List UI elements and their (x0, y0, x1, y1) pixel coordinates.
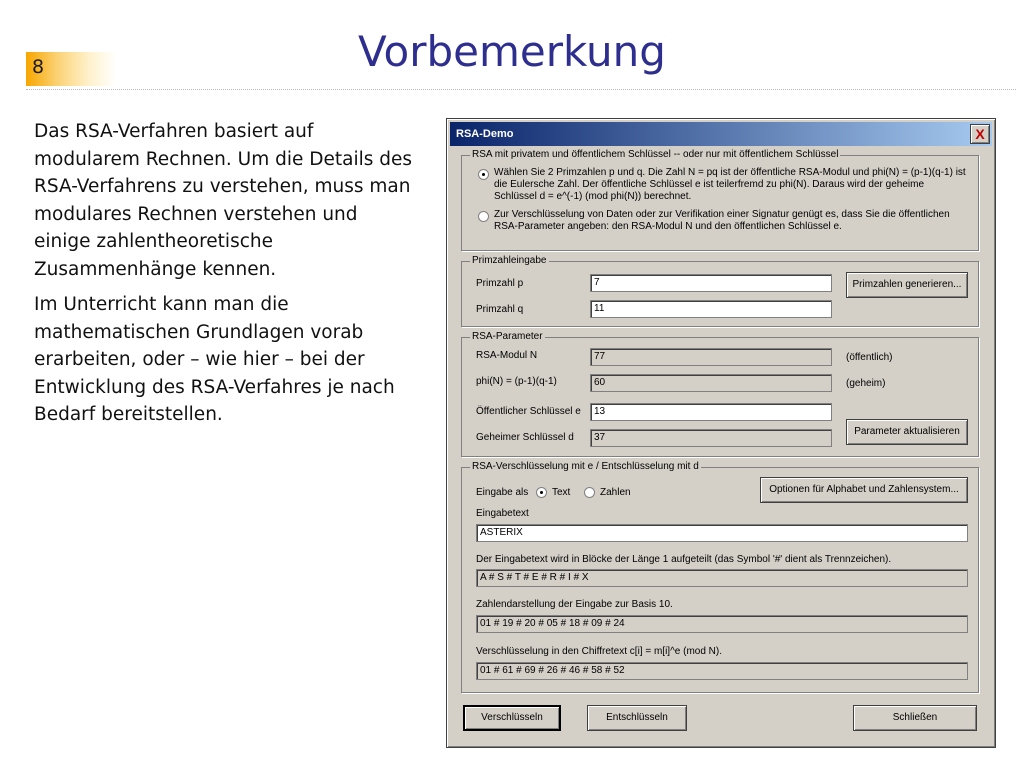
phi-note: (geheim) (846, 378, 886, 389)
prime-group (461, 255, 979, 327)
title-divider (26, 89, 1016, 91)
close-icon[interactable]: X (970, 124, 990, 144)
numeric-label: Zahlendarstellung der Eingabe zur Basis 10. (476, 599, 673, 610)
radio-numbers-label[interactable]: Zahlen (600, 487, 631, 498)
input-text-field[interactable]: ASTERIX (476, 524, 968, 542)
input-text-label: Eingabetext (476, 508, 529, 519)
radio-private-public[interactable] (478, 169, 489, 180)
rsa-demo-dialog (446, 118, 996, 748)
update-parameters-button[interactable]: Parameter aktualisieren (846, 419, 968, 445)
cipher-field: 01 # 61 # 69 # 26 # 46 # 58 # 52 (476, 662, 968, 680)
phi-label: phi(N) = (p-1)(q-1) (476, 376, 557, 387)
radio-numbers[interactable] (584, 487, 595, 498)
dialog-titlebar[interactable] (450, 122, 992, 146)
blocks-field: A # S # T # E # R # I # X (476, 569, 968, 587)
prime-q-input[interactable]: 11 (590, 300, 832, 318)
public-key-label: Öffentlicher Schlüssel e (476, 406, 581, 417)
input-as-label: Eingabe als (476, 487, 529, 498)
option-private-public-text[interactable]: Wählen Sie 2 Primzahlen p und q. Die Zahl N = pq ist der öffentliche RSA-Modul und phi(N) = (p-1)(q-1) ist die Eulersche Zahl. Der öffentliche Schlüssel e ist teilerfremd zu phi(N). Daraus wird der geheime Schlüssel d = e^(-1) (mod phi(N)) berechnet. (494, 167, 966, 202)
modulus-note: (öffentlich) (846, 352, 893, 363)
slide-title: Vorbemerkung (358, 27, 666, 76)
prime-group-legend: Primzahleingabe (472, 255, 547, 266)
prime-p-label: Primzahl p (476, 278, 524, 289)
cipher-label: Verschlüsselung in den Chiffretext c[i] = m[i]^e (mod N). (476, 646, 723, 657)
mode-group (461, 149, 979, 251)
slide-body (34, 118, 414, 437)
modulus-field: 77 (590, 348, 832, 366)
decrypt-button[interactable]: Entschlüsseln (587, 705, 687, 731)
blocks-label: Der Eingabetext wird in Blöcke der Länge 1 aufgeteilt (das Symbol '#' dient als Trennzeichen). (476, 554, 892, 565)
radio-text[interactable] (536, 487, 547, 498)
generate-primes-button[interactable]: Primzahlen generieren... (846, 272, 968, 298)
encryption-group-legend: RSA-Verschlüsselung mit e / Entschlüsselung mit d (472, 461, 699, 472)
numeric-field: 01 # 19 # 20 # 05 # 18 # 09 # 24 (476, 615, 968, 633)
mode-group-legend: RSA mit privatem und öffentlichem Schlüssel -- oder nur mit öffentlichem Schlüssel (472, 149, 839, 160)
private-key-label: Geheimer Schlüssel d (476, 432, 574, 443)
alphabet-options-button[interactable]: Optionen für Alphabet und Zahlensystem... (760, 477, 968, 503)
radio-public-only[interactable] (478, 211, 489, 222)
prime-q-label: Primzahl q (476, 304, 524, 315)
paragraph-1: Das RSA-Verfahren basiert auf modularem Rechnen. Um die Details des RSA-Verfahrens zu verstehen, muss man modulares Rechnen verstehen und einige zahlentheoretische Zusammenhänge kennen. (34, 121, 413, 280)
paragraph-2: Im Unterricht kann man die mathematischen Grundlagen vorab erarbeiten, oder – wie hier – bei der Entwicklung des RSA-Verfahres je nach Bedarf bereitstellen. (34, 294, 395, 425)
encrypt-button[interactable]: Verschlüsseln (463, 705, 561, 731)
option-public-only-text[interactable]: Zur Verschlüsselung von Daten oder zur Verifikation einer Signatur genügt es, dass Sie die öffentlichen RSA-Parameter angeben: den RSA-Modul N und den öffentlichen Schlüssel e. (494, 209, 950, 232)
radio-text-label[interactable]: Text (552, 487, 571, 498)
modulus-label: RSA-Modul N (476, 350, 538, 361)
prime-p-input[interactable]: 7 (590, 274, 832, 292)
public-key-input[interactable]: 13 (590, 403, 832, 421)
encryption-group (461, 461, 979, 693)
dialog-title: RSA-Demo (456, 128, 514, 140)
param-group-legend: RSA-Parameter (472, 331, 543, 342)
page-number: 8 (32, 56, 45, 78)
param-group (461, 331, 979, 457)
private-key-field: 37 (590, 429, 832, 447)
close-button[interactable]: Schließen (853, 705, 977, 731)
phi-field: 60 (590, 374, 832, 392)
